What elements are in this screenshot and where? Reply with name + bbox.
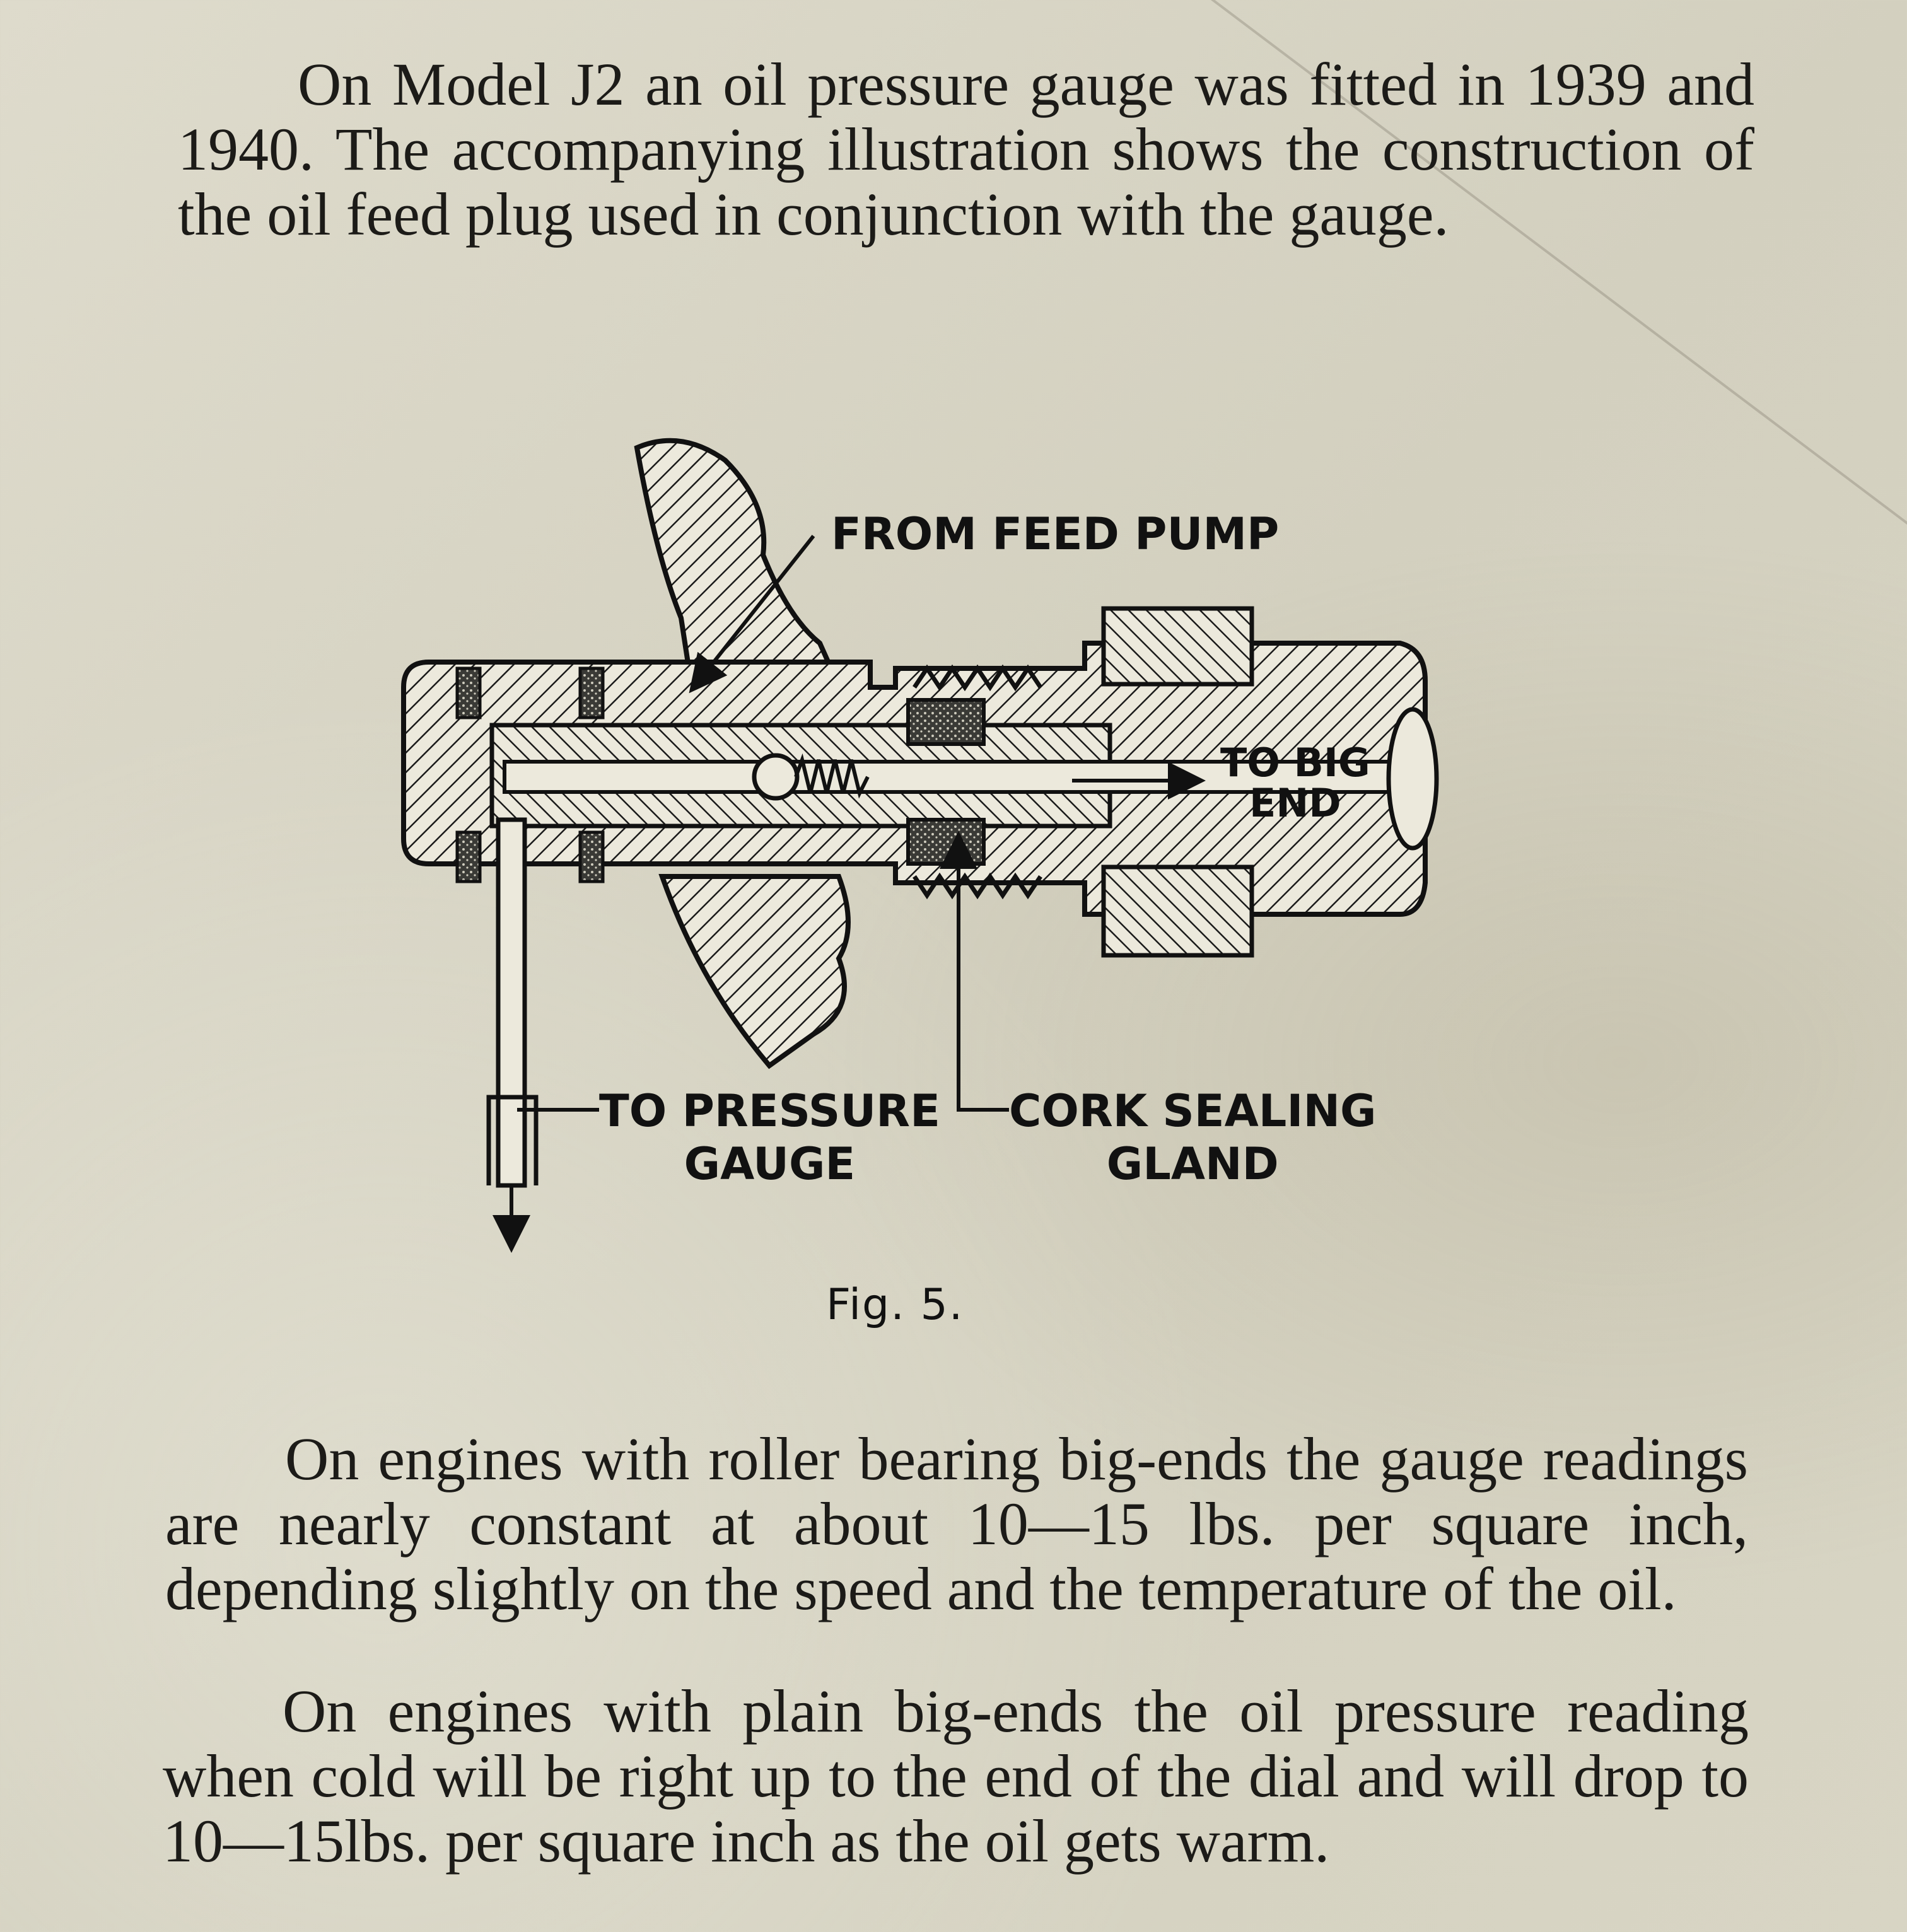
gauge-pipe	[498, 820, 525, 1185]
cork-washer-left-top	[457, 668, 480, 718]
cork-gland-upper	[908, 700, 984, 744]
label-cork-sealing-gland: CORK SEALING GLAND	[1009, 1085, 1377, 1190]
intro-paragraph: On Model J2 an oil pressure gauge was fitted in 1939 and 1940. The accompanying illustration shows the construction of the oil feed plug used in conjunction with the gauge.	[178, 50, 1754, 248]
outlet-end	[1389, 709, 1437, 848]
ball-valve	[754, 755, 797, 798]
cork-gland-lower	[908, 820, 984, 864]
lock-nut-bottom	[1104, 867, 1252, 955]
label-to-pressure-gauge: TO PRESSURE GAUGE	[599, 1085, 940, 1190]
cork-washer-left-bottom	[457, 832, 480, 882]
crankcase-casting-lower	[662, 876, 848, 1066]
cork-washer-mid-bottom	[580, 832, 603, 882]
label-to-big-end: TO BIG END	[1220, 740, 1370, 826]
plain-bearing-paragraph: On engines with plain big-ends the oil pressure reading when cold will be right up to the end of the dial and will drop to 10—15lbs. per square inch as the oil gets warm.	[163, 1677, 1749, 1875]
roller-bearing-paragraph: On engines with roller bearing big-ends the gauge readings are nearly constant at about 10—15 lbs. per square inch, depending slightly on the speed and the temperature of the oil.	[165, 1425, 1748, 1622]
label-from-feed-pump: FROM FEED PUMP	[831, 508, 1280, 560]
cork-washer-mid-top	[580, 668, 603, 718]
lock-nut-top	[1104, 608, 1252, 684]
figure-caption: Fig. 5.	[826, 1280, 964, 1330]
